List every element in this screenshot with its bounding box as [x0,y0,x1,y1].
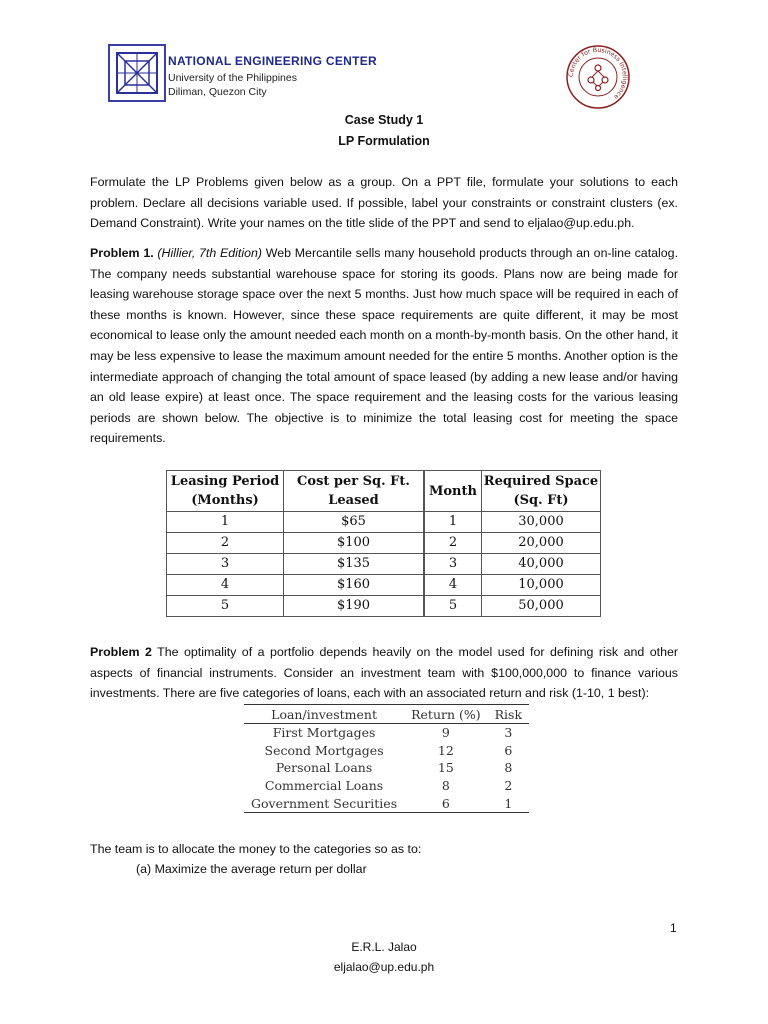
table-cell: 30,000 [482,512,601,533]
table-cell: $190 [284,596,424,617]
table-cell: 4 [425,575,482,596]
table-cell: 1 [425,512,482,533]
table-cell: 40,000 [482,554,601,575]
table-cell: 20,000 [482,533,601,554]
table-row [425,533,601,554]
table-row [425,512,601,533]
cbi-seal-icon [565,44,631,110]
table-cell: 10,000 [482,575,601,596]
table-row [167,596,424,617]
table-cell: 5 [167,596,284,617]
table-cell: $100 [284,533,424,554]
table-cell: 2 [504,778,513,794]
table-cell: 2 [425,533,482,554]
problem2-label: Problem 2 [90,645,152,659]
table-header: Required Space (Sq. Ft) [482,471,601,512]
table-row [425,575,601,596]
table-header: Risk [488,705,529,724]
table-cell: 2 [167,533,284,554]
table-row [167,575,424,596]
org-location: Diliman, Quezon City [168,86,267,98]
table-row [244,794,529,812]
problem1-label: Problem 1. [90,246,154,260]
org-university: University of the Philippines [168,72,297,84]
table-cell: 15 [437,760,454,776]
doc-subtitle: LP Formulation [338,134,430,148]
letterhead [108,44,630,110]
table-cell: Personal Loans [275,760,373,776]
seal-text: Center for Business Intelligence [567,46,629,101]
table-cell: 4 [167,575,284,596]
table-header: Return (%) [404,705,488,724]
table-header: Leasing Period (Months) [167,471,284,512]
table-cell: 6 [404,794,488,812]
table-cell: $135 [284,554,424,575]
table-row [167,554,424,575]
problem1-paragraph [90,243,678,449]
table-cell: $65 [284,512,424,533]
nec-logo [108,44,166,102]
table-header: Loan/investment [244,705,404,724]
table-header: Month [425,471,482,512]
table-cell: 8 [504,760,513,776]
table-cell: Second Mortgages [264,742,384,758]
table-row [244,777,529,795]
footer-email: eljalao@up.edu.ph [333,960,435,974]
table-cell: Commercial Loans [264,778,384,794]
loan-categories-table [244,704,529,813]
table-cell: 50,000 [482,596,601,617]
intro-paragraph: Formulate the LP Problems given below as a group. On a PPT file, formulate your solutions to each problem. Declare all decisions variable used. If possible, label your constraints or constraint clusters (ex. Demand Constraint). Write your names on the title slide of the PPT and send to eljalao@up.edu.ph. [90,175,678,231]
org-name: NATIONAL ENGINEERING CENTER [168,54,378,68]
table-cell: 3 [504,725,513,741]
footer-author: E.R.L. Jalao [351,940,417,954]
problem2-paragraph [90,642,678,704]
nec-logo-icon [110,46,164,100]
doc-title: Case Study 1 [344,113,424,127]
table-row [167,533,424,554]
table-cell: 3 [425,554,482,575]
problem1-text: Web Mercantile sells many household products through an on-line catalog. The company needs substantial warehouse space for storing its goods. Plans now are being made for leasing warehouse storage space over the next 5 months. Just how much space will be required in each of these months is known. However, since these space requirements are quite different, it may be most economical to lease only the amount needed each month on a month-by-month basis. On the other hand, it may be less expensive to lease the maximum amount needed for the entire 5 months. Another option is the intermediate approach of changing the total amount of space leased (by adding a new lease and/or having an old lease expire) at least once. The space requirement and the leasing costs for the various leasing periods are shown below. The objective is to minimize the total leasing cost for meeting the space requirements. [90,246,679,446]
table-cell: 9 [441,725,450,741]
space-requirement-table [424,470,601,617]
table-cell: 6 [504,742,513,758]
table-row [425,596,601,617]
table-cell: First Mortgages [272,725,376,741]
problem2-text: The optimality of a portfolio depends heavily on the model used for defining risk and other aspects of financial instruments. Consider an investment team with $100,000,000 to finance various investments. There are five categories of loans, each with an associated return and risk (1-10, 1 best): [90,645,678,701]
table-row [167,512,424,533]
table-row [244,742,529,760]
table-row [244,724,529,742]
table-cell: $160 [284,575,424,596]
table-cell: 5 [425,596,482,617]
table-cell: 1 [488,794,529,812]
leasing-cost-table [166,470,424,617]
table-cell: 8 [441,778,450,794]
allocation-statement: The team is to allocate the money to the categories so as to: [90,842,422,856]
page-number: 1 [670,921,677,935]
problem1-source: (Hillier, 7th Edition) [157,246,262,260]
objective-a: (a) Maximize the average return per dollar [136,862,367,876]
table-cell: 1 [167,512,284,533]
table-cell: Government Securities [244,794,404,812]
table-row [425,554,601,575]
table-header: Cost per Sq. Ft. Leased [284,471,424,512]
table-cell: 3 [167,554,284,575]
table-cell: 12 [437,742,454,758]
table-row [244,759,529,777]
